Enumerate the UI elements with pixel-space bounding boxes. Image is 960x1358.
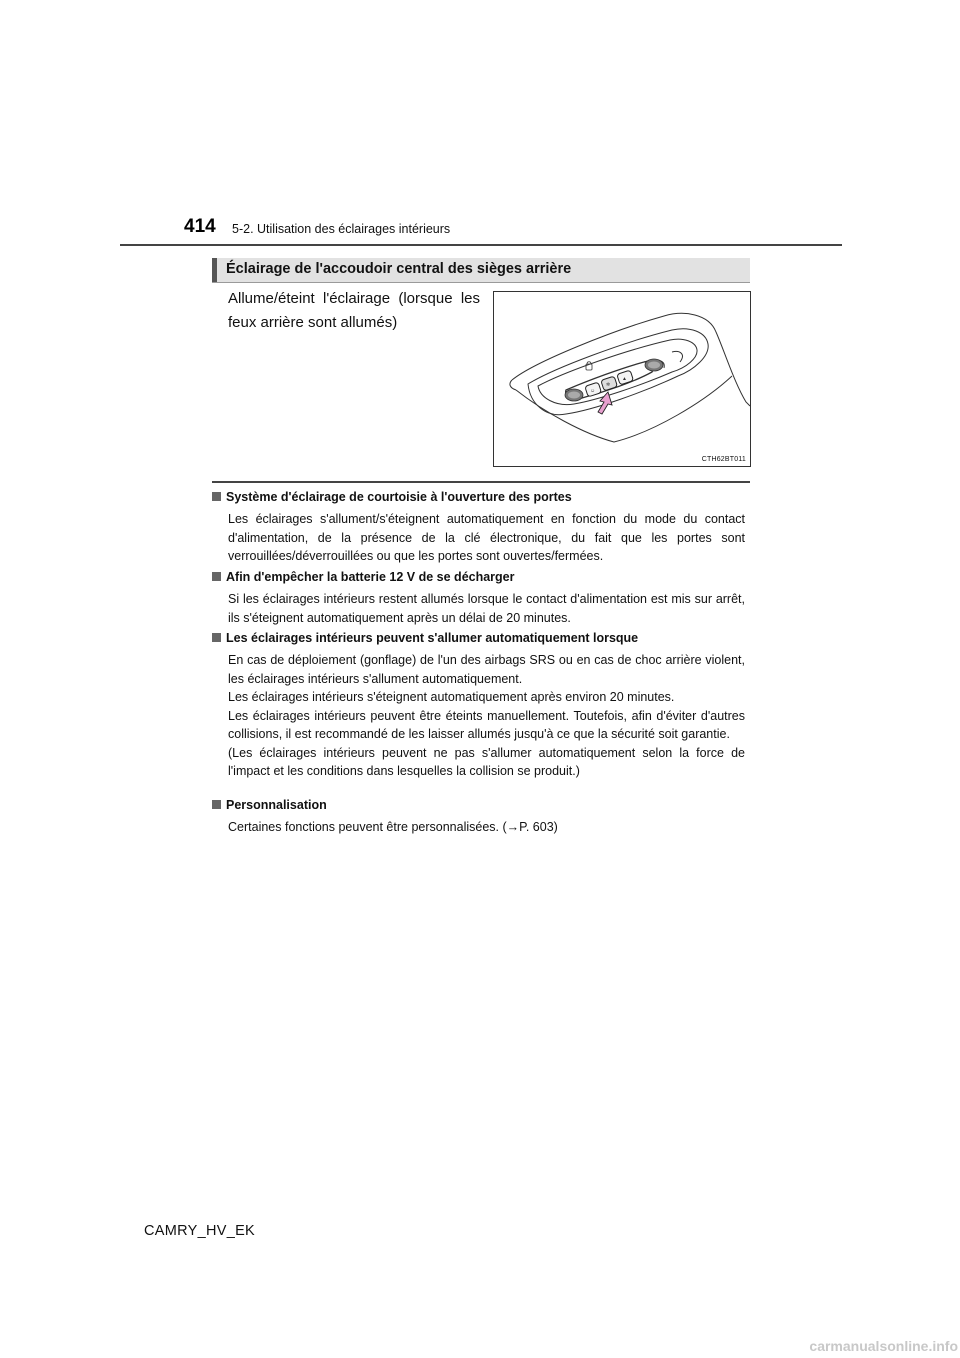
note-title-courtesy-lighting [212, 490, 572, 504]
note-paragraph: Les éclairages intérieurs peuvent être éteints manuellement. Toutefois, afin d'éviter d'autres collisions, il est recommandé de les laisser allumés jusqu'à ce que la sécurité soit garantie. [228, 708, 745, 741]
note-body-customization [228, 818, 745, 837]
svg-text:✲: ✲ [606, 382, 611, 388]
page-number: 414 [184, 216, 216, 237]
svg-text:☺: ☺ [590, 388, 596, 394]
note-body-courtesy-lighting [228, 510, 745, 566]
armrest-light-illustration [493, 291, 751, 467]
note-paragraph: En cas de déploiement (gonflage) de l'un des airbags SRS ou en cas de choc arrière violent, les éclairages intérieurs s'allument automatiquement. [228, 653, 745, 686]
section-divider [212, 481, 750, 483]
section-heading: Éclairage de l'accoudoir central des sièges arrière [226, 261, 572, 277]
note-title-text: Personnalisation [226, 798, 327, 812]
note-body-auto-on [228, 651, 745, 781]
svg-text:▲: ▲ [622, 376, 627, 382]
header-divider [120, 244, 842, 246]
note-paragraph: Les éclairages intérieurs s'éteignent automatiquement après environ 20 minutes. [228, 690, 675, 704]
note-title-text: Les éclairages intérieurs peuvent s'allumer automatiquement lorsque [226, 631, 639, 645]
heading-accent-bar [212, 258, 217, 282]
square-bullet-icon [212, 492, 221, 501]
square-bullet-icon [212, 572, 221, 581]
section-breadcrumb: 5-2. Utilisation des éclairages intérieurs [232, 222, 451, 236]
watermark: carmanualsonline.info [809, 1338, 958, 1354]
note-title-customization [212, 798, 327, 812]
section-heading-box [212, 258, 750, 283]
note-paragraph: Si les éclairages intérieurs restent allumés lorsque le contact d'alimentation est mis sur arrêt, ils s'éteignent automatiquement après un délai de 20 minutes. [228, 592, 745, 625]
note-title-text: Système d'éclairage de courtoisie à l'ouverture des portes [226, 490, 572, 504]
footer-model-code: CAMRY_HV_EK [144, 1223, 256, 1239]
note-paragraph: Les éclairages s'allument/s'éteignent automatiquement en fonction du mode du contact d'alimentation, de la présence de la clé électronique, du fait que les portes sont verrouillées/déverrouillées ou que les portes sont ouvertes/fermées. [228, 512, 745, 563]
note-paragraph: (Les éclairages intérieurs peuvent ne pas s'allumer automatiquement selon la force de l'impact et les conditions dans lesquelles la collision se produit.) [228, 745, 745, 778]
section-intro-text: Allume/éteint l'éclairage (lorsque les feux arrière sont allumés) [228, 290, 480, 331]
page-reference-link[interactable]: Certaines fonctions peuvent être personnalisées. (→P. 603) [228, 820, 558, 834]
note-body-battery [228, 590, 745, 627]
note-title-battery [212, 570, 515, 584]
note-title-auto-on [212, 631, 638, 645]
figure-code-label: CTH62BT011 [701, 456, 746, 463]
square-bullet-icon [212, 800, 221, 809]
armrest-panel-drawing [494, 292, 750, 466]
note-title-text: Afin d'empêcher la batterie 12 V de se décharger [226, 570, 515, 584]
square-bullet-icon [212, 633, 221, 642]
